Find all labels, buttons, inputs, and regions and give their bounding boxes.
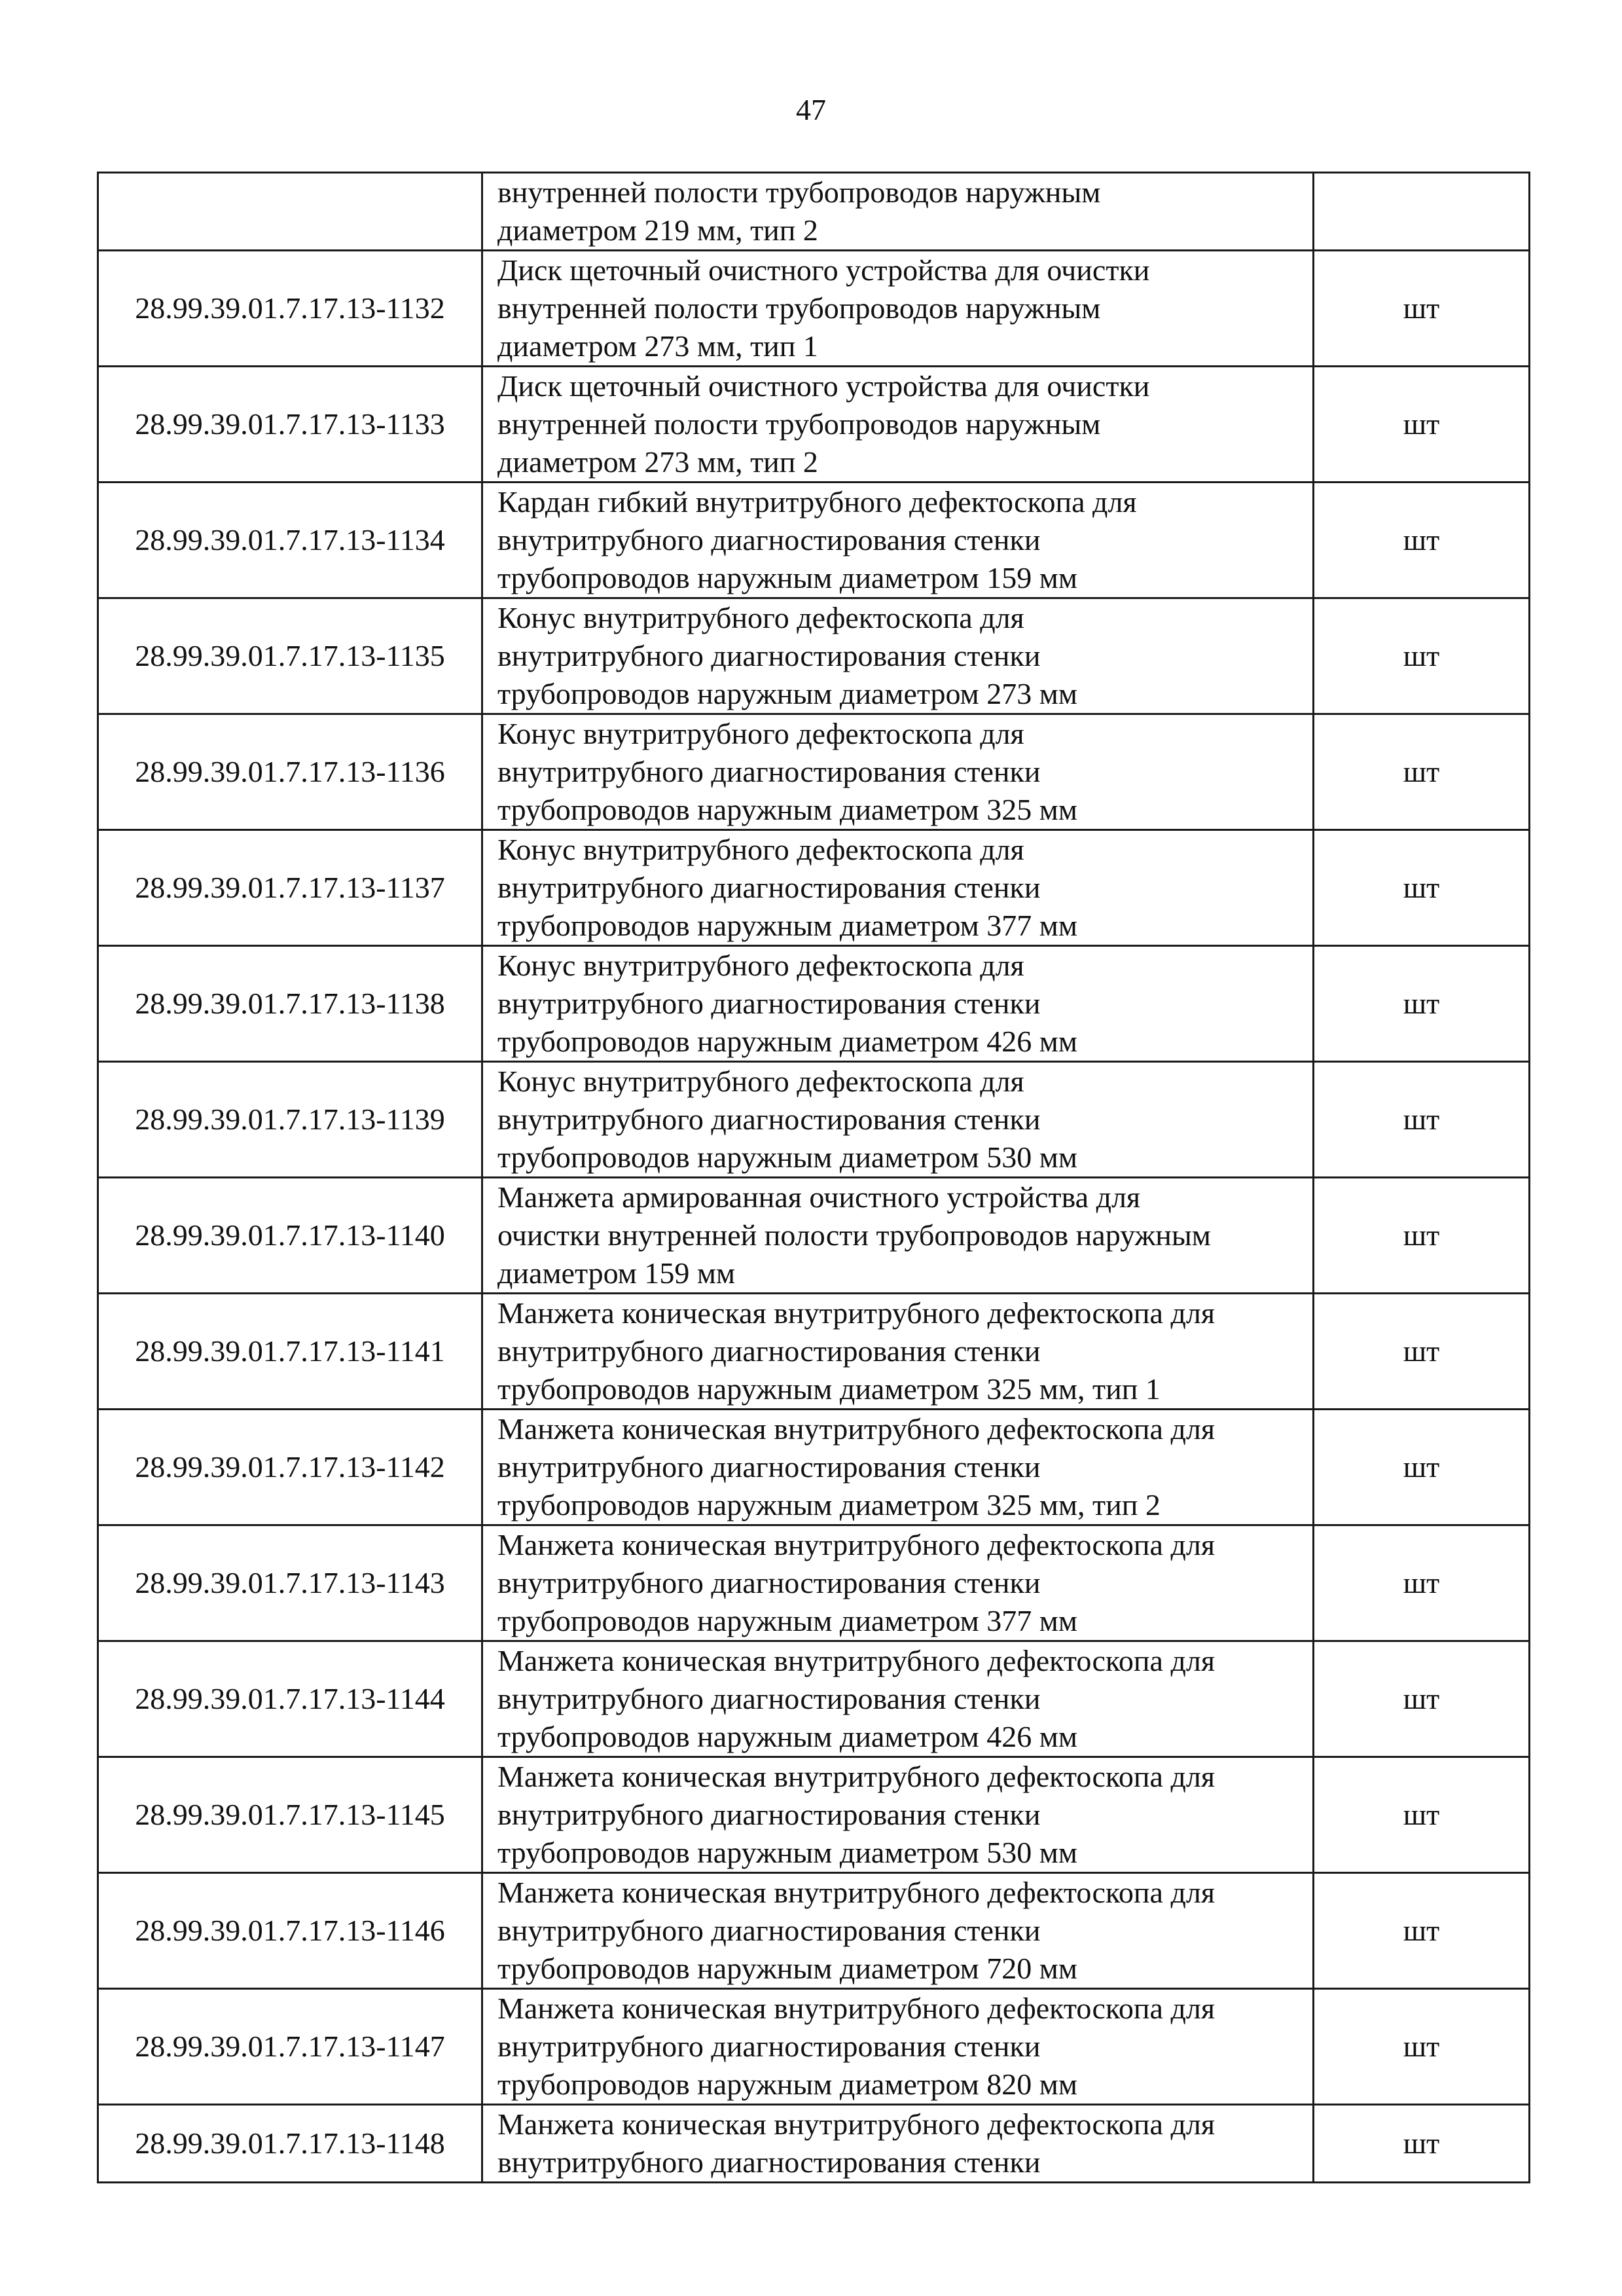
resource-name: [482, 598, 1314, 714]
resource-name-line: трубопроводов наружным диаметром 159 мм: [497, 561, 1077, 594]
table-row: [98, 367, 1530, 483]
table-row: [98, 2105, 1530, 2183]
resource-name-line: внутритрубного диагностирования стенки: [497, 1682, 1041, 1715]
resource-name-line: трубопроводов наружным диаметром 273 мм: [497, 677, 1077, 710]
resource-name-line: внутренней полости трубопроводов наружным: [497, 175, 1101, 209]
table-row: [98, 1178, 1530, 1294]
resource-name-line: Манжета коническая внутритрубного дефектоскопа для: [497, 1644, 1215, 1677]
resource-name-line: внутритрубного диагностирования стенки: [497, 1102, 1041, 1136]
table-row: [98, 1757, 1530, 1873]
resource-code: 28.99.39.01.7.17.13-1145: [98, 1757, 482, 1873]
resource-name-line: трубопроводов наружным диаметром 530 мм: [497, 1836, 1077, 1869]
resource-code: 28.99.39.01.7.17.13-1141: [98, 1294, 482, 1410]
resource-name: [482, 1757, 1314, 1873]
resource-name-line: Диск щеточный очистного устройства для очистки: [497, 369, 1150, 403]
resource-name-line: внутритрубного диагностирования стенки: [497, 1914, 1041, 1947]
table-row: [98, 251, 1530, 367]
resource-code: 28.99.39.01.7.17.13-1147: [98, 1989, 482, 2105]
resource-name: [482, 367, 1314, 483]
resource-name-line: очистки внутренней полости трубопроводов наружным: [497, 1218, 1211, 1252]
resource-code: 28.99.39.01.7.17.13-1136: [98, 714, 482, 830]
resource-name-line: диаметром 219 мм, тип 2: [497, 213, 818, 247]
resource-name: [482, 1410, 1314, 1525]
resource-unit: шт: [1314, 1410, 1530, 1525]
resource-unit: шт: [1314, 1641, 1530, 1757]
resource-code: 28.99.39.01.7.17.13-1139: [98, 1062, 482, 1178]
resource-code: 28.99.39.01.7.17.13-1143: [98, 1525, 482, 1641]
resource-name-line: трубопроводов наружным диаметром 820 мм: [497, 2068, 1077, 2101]
table-row: [98, 173, 1530, 251]
resource-name: [482, 251, 1314, 367]
table-row: [98, 1294, 1530, 1410]
resource-unit: шт: [1314, 367, 1530, 483]
resource-name-line: Конус внутритрубного дефектоскопа для: [497, 1065, 1024, 1098]
resource-unit: шт: [1314, 714, 1530, 830]
resource-name-line: трубопроводов наружным диаметром 377 мм: [497, 909, 1077, 942]
resource-name: [482, 714, 1314, 830]
resource-code: 28.99.39.01.7.17.13-1133: [98, 367, 482, 483]
table-row: [98, 830, 1530, 946]
resource-name-line: трубопроводов наружным диаметром 530 мм: [497, 1140, 1077, 1174]
resource-code: 28.99.39.01.7.17.13-1148: [98, 2105, 482, 2183]
resource-name-line: диаметром 159 мм: [497, 1256, 736, 1290]
resource-name-line: Манжета коническая внутритрубного дефектоскопа для: [497, 1876, 1215, 1909]
resource-name: [482, 1873, 1314, 1989]
resource-name-line: Диск щеточный очистного устройства для очистки: [497, 253, 1150, 287]
resource-name-line: Конус внутритрубного дефектоскопа для: [497, 717, 1024, 750]
table-row: [98, 1525, 1530, 1641]
resource-name-line: внутритрубного диагностирования стенки: [497, 639, 1041, 672]
resource-name-line: внутритрубного диагностирования стенки: [497, 523, 1041, 556]
resource-name-line: Манжета армированная очистного устройства для: [497, 1180, 1141, 1214]
table-row: [98, 1410, 1530, 1525]
resource-name-line: внутритрубного диагностирования стенки: [497, 1334, 1041, 1368]
resource-name-line: трубопроводов наружным диаметром 325 мм: [497, 793, 1077, 826]
resource-name-line: Манжета коническая внутритрубного дефектоскопа для: [497, 1760, 1215, 1793]
resource-unit: шт: [1314, 1873, 1530, 1989]
table-row: [98, 598, 1530, 714]
resource-code: 28.99.39.01.7.17.13-1135: [98, 598, 482, 714]
table-row: [98, 714, 1530, 830]
resource-name-line: трубопроводов наружным диаметром 377 мм: [497, 1604, 1077, 1637]
resource-name-line: Манжета коническая внутритрубного дефектоскопа для: [497, 1528, 1215, 1561]
resource-name-line: Манжета коническая внутритрубного дефектоскопа для: [497, 2107, 1215, 2141]
resource-name-line: внутритрубного диагностирования стенки: [497, 1566, 1041, 1599]
resource-name-line: трубопроводов наружным диаметром 426 мм: [497, 1025, 1077, 1058]
resource-name-line: Манжета коническая внутритрубного дефектоскопа для: [497, 1412, 1215, 1446]
resource-name-line: Конус внутритрубного дефектоскопа для: [497, 833, 1024, 866]
resource-name: [482, 830, 1314, 946]
resource-code: 28.99.39.01.7.17.13-1140: [98, 1178, 482, 1294]
resource-code: 28.99.39.01.7.17.13-1134: [98, 483, 482, 598]
resource-code: 28.99.39.01.7.17.13-1137: [98, 830, 482, 946]
table-row: [98, 946, 1530, 1062]
resource-code: 28.99.39.01.7.17.13-1146: [98, 1873, 482, 1989]
resource-code: 28.99.39.01.7.17.13-1138: [98, 946, 482, 1062]
resource-name-line: внутритрубного диагностирования стенки: [497, 1798, 1041, 1831]
resource-name-line: Манжета коническая внутритрубного дефектоскопа для: [497, 1296, 1215, 1330]
resource-code: [98, 173, 482, 251]
resource-unit: шт: [1314, 946, 1530, 1062]
table-row: [98, 483, 1530, 598]
table-row: [98, 1989, 1530, 2105]
resource-name: [482, 1641, 1314, 1757]
resource-unit: шт: [1314, 483, 1530, 598]
resource-name: [482, 1525, 1314, 1641]
resource-unit: шт: [1314, 251, 1530, 367]
resource-name: [482, 2105, 1314, 2183]
resource-name: [482, 1294, 1314, 1410]
resource-code: 28.99.39.01.7.17.13-1132: [98, 251, 482, 367]
resource-name-line: внутренней полости трубопроводов наружным: [497, 291, 1101, 325]
table-row: [98, 1641, 1530, 1757]
resource-name-line: внутритрубного диагностирования стенки: [497, 2030, 1041, 2063]
resource-unit: шт: [1314, 1525, 1530, 1641]
resource-name: [482, 483, 1314, 598]
resource-name-line: трубопроводов наружным диаметром 325 мм, тип 2: [497, 1488, 1161, 1522]
resource-name-line: Манжета коническая внутритрубного дефектоскопа для: [497, 1992, 1215, 2025]
resource-name: [482, 946, 1314, 1062]
resource-name: [482, 173, 1314, 251]
resource-unit: шт: [1314, 1178, 1530, 1294]
resource-name: [482, 1178, 1314, 1294]
resource-name-line: диаметром 273 мм, тип 2: [497, 445, 818, 479]
resource-name-line: диаметром 273 мм, тип 1: [497, 329, 818, 363]
resource-unit: шт: [1314, 1062, 1530, 1178]
resource-name-line: Конус внутритрубного дефектоскопа для: [497, 601, 1024, 634]
resource-name-line: трубопроводов наружным диаметром 325 мм, тип 1: [497, 1372, 1161, 1406]
table-row: [98, 1062, 1530, 1178]
resource-name-line: внутритрубного диагностирования стенки: [497, 871, 1041, 904]
resource-code: 28.99.39.01.7.17.13-1144: [98, 1641, 482, 1757]
resource-name-line: Кардан гибкий внутритрубного дефектоскопа для: [497, 485, 1137, 519]
resource-unit: шт: [1314, 1757, 1530, 1873]
table-row: [98, 1873, 1530, 1989]
resource-name-line: внутритрубного диагностирования стенки: [497, 2145, 1041, 2179]
resource-name-line: внутритрубного диагностирования стенки: [497, 987, 1041, 1020]
resource-unit: шт: [1314, 2105, 1530, 2183]
resource-unit: шт: [1314, 830, 1530, 946]
page-number: 47: [796, 93, 826, 126]
resource-name: [482, 1062, 1314, 1178]
resource-unit: шт: [1314, 1294, 1530, 1410]
resource-name-line: внутренней полости трубопроводов наружным: [497, 407, 1101, 441]
resource-name: [482, 1989, 1314, 2105]
resource-code: 28.99.39.01.7.17.13-1142: [98, 1410, 482, 1525]
resource-unit: [1314, 173, 1530, 251]
resource-unit: шт: [1314, 1989, 1530, 2105]
resource-unit: шт: [1314, 598, 1530, 714]
resource-name-line: трубопроводов наружным диаметром 720 мм: [497, 1952, 1077, 1985]
resource-name-line: Конус внутритрубного дефектоскопа для: [497, 949, 1024, 982]
resource-name-line: трубопроводов наружным диаметром 426 мм: [497, 1720, 1077, 1753]
resource-name-line: внутритрубного диагностирования стенки: [497, 755, 1041, 788]
resource-name-line: внутритрубного диагностирования стенки: [497, 1450, 1041, 1484]
table-body: [98, 173, 1530, 2183]
resource-table: [97, 172, 1530, 2183]
